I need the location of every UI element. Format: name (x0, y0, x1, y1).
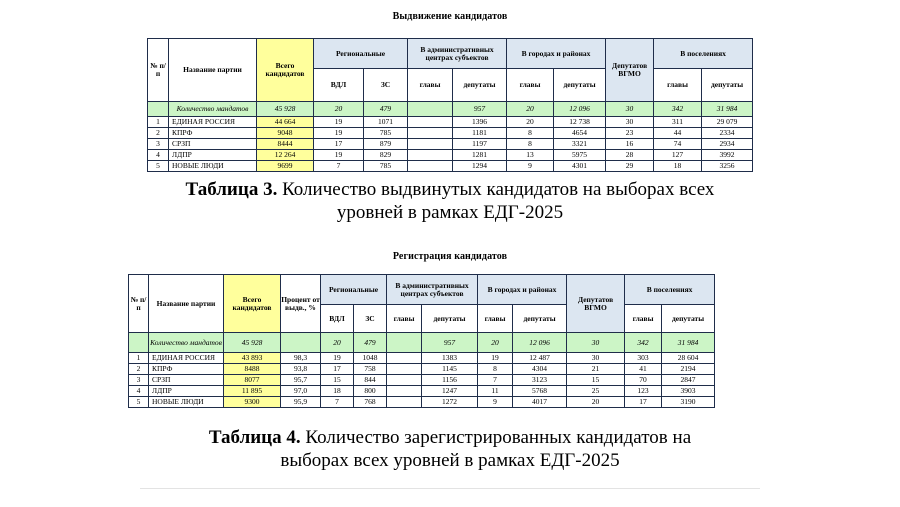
cell-city-deputies: 4017 (513, 397, 567, 408)
cell-admin-heads (387, 364, 422, 375)
cell-settle-deputies: 3256 (702, 161, 753, 172)
cell-admin-heads (387, 375, 422, 386)
summary-admin-heads (387, 333, 422, 353)
cell-n: 2 (148, 128, 169, 139)
cell-settle-deputies: 3190 (662, 397, 715, 408)
cell-vgmo: 20 (567, 397, 625, 408)
cell-city-deputies: 4304 (513, 364, 567, 375)
cell-total: 9048 (257, 128, 314, 139)
cell-percent: 93,8 (281, 364, 321, 375)
cell-percent: 97,0 (281, 386, 321, 397)
cell-city-deputies: 3123 (513, 375, 567, 386)
cell-vgmo: 23 (606, 128, 654, 139)
cell-vgmo: 15 (567, 375, 625, 386)
cell-vdl: 7 (314, 161, 364, 172)
cell-n: 4 (148, 150, 169, 161)
table-row (129, 375, 715, 386)
cell-vdl: 18 (321, 386, 354, 397)
cell-city-heads: 13 (507, 150, 554, 161)
table2-caption-label: Таблица 4. (208, 427, 301, 448)
cell-zs: 1071 (364, 117, 408, 128)
cell-admin-deputies: 1272 (422, 397, 478, 408)
cell-vgmo: 30 (567, 353, 625, 364)
cell-vdl: 19 (321, 353, 354, 364)
cell-party: НОВЫЕ ЛЮДИ (169, 161, 257, 172)
cell-city-deputies: 4301 (554, 161, 606, 172)
summary-settle-heads: 342 (654, 102, 702, 117)
cell-settle-heads: 74 (654, 139, 702, 150)
cell-city-deputies: 5975 (554, 150, 606, 161)
cell-admin-deputies: 1281 (453, 150, 507, 161)
header-settle-deputies: депутаты (702, 69, 753, 102)
cell-city-heads: 8 (507, 139, 554, 150)
header-settle-heads: главы (625, 305, 662, 333)
header-vdl: ВДЛ (314, 69, 364, 102)
cell-city-heads: 19 (478, 353, 513, 364)
cell-admin-deputies: 1396 (453, 117, 507, 128)
cell-n: 2 (129, 364, 149, 375)
cell-percent: 95,7 (281, 375, 321, 386)
cell-settle-heads: 41 (625, 364, 662, 375)
cell-vgmo: 28 (606, 150, 654, 161)
summary-zs: 479 (364, 102, 408, 117)
table2-title: Регистрация кандидатов (392, 251, 508, 262)
cell-zs: 879 (364, 139, 408, 150)
cell-n: 1 (129, 353, 149, 364)
cell-party: СРЗП (149, 375, 224, 386)
cell-admin-heads (387, 397, 422, 408)
cell-percent: 95,9 (281, 397, 321, 408)
summary-settle-deputies: 31 984 (662, 333, 715, 353)
header-city-heads: главы (478, 305, 513, 333)
summary-row (129, 333, 715, 353)
cell-settle-heads: 44 (654, 128, 702, 139)
cell-party: СРЗП (169, 139, 257, 150)
table2-caption (0, 426, 900, 472)
cell-settle-heads: 303 (625, 353, 662, 364)
cell-zs: 785 (364, 161, 408, 172)
header-party: Название партии (149, 275, 224, 333)
cell-city-heads: 9 (507, 161, 554, 172)
summary-vdl: 20 (314, 102, 364, 117)
cell-settle-deputies: 2334 (702, 128, 753, 139)
summary-label: Количество мандатов (169, 102, 257, 117)
header-total: Всего кандидатов (224, 275, 281, 333)
header-admin-heads: главы (408, 69, 453, 102)
cell-city-heads: 9 (478, 397, 513, 408)
cell-admin-heads (387, 353, 422, 364)
cell-settle-heads: 123 (625, 386, 662, 397)
cell-total: 8488 (224, 364, 281, 375)
table1-caption-line1: Количество выдвинутых кандидатов на выборах всех (277, 179, 715, 200)
summary-city-heads: 20 (507, 102, 554, 117)
cell-settle-heads: 70 (625, 375, 662, 386)
table2-caption-line1: Количество зарегистрированных кандидатов на (300, 427, 692, 448)
table-row (129, 397, 715, 408)
summary-admin-deputies: 957 (422, 333, 478, 353)
cell-settle-heads: 311 (654, 117, 702, 128)
cell-vdl: 17 (314, 139, 364, 150)
cell-vdl: 19 (314, 150, 364, 161)
cell-n: 1 (148, 117, 169, 128)
table1-caption-line2: уровней в рамках ЕДГ-2025 (336, 202, 564, 223)
header-city-heads: главы (507, 69, 554, 102)
table1-caption-label: Таблица 3. (185, 179, 278, 200)
cell-n: 3 (148, 139, 169, 150)
header-cities: В городах и районах (478, 275, 567, 305)
table-row (129, 386, 715, 397)
cell-settle-heads: 17 (625, 397, 662, 408)
cell-settle-deputies: 2847 (662, 375, 715, 386)
summary-settle-deputies: 31 984 (702, 102, 753, 117)
summary-row (148, 102, 753, 117)
cell-settle-deputies: 3903 (662, 386, 715, 397)
cell-zs: 844 (354, 375, 387, 386)
cell-zs: 758 (354, 364, 387, 375)
cell-n: 4 (129, 386, 149, 397)
summary-city-heads: 20 (478, 333, 513, 353)
bottom-divider (140, 488, 760, 489)
cell-vgmo: 29 (606, 161, 654, 172)
cell-total: 9699 (257, 161, 314, 172)
header-settlements: В поселениях (625, 275, 715, 305)
header-total: Всего кандидатов (257, 39, 314, 102)
cell-zs: 768 (354, 397, 387, 408)
cell-admin-deputies: 1383 (422, 353, 478, 364)
header-admin: В административных центрах субъектов (387, 275, 478, 305)
registration-table (128, 274, 715, 408)
summary-total: 45 928 (257, 102, 314, 117)
header-num: № п/п (148, 39, 169, 102)
cell-settle-deputies: 2194 (662, 364, 715, 375)
summary-zs: 479 (354, 333, 387, 353)
cell-zs: 829 (364, 150, 408, 161)
cell-total: 43 893 (224, 353, 281, 364)
header-vgmo: Депутатов ВГМО (606, 39, 654, 102)
header-admin-deputies: депутаты (422, 305, 478, 333)
cell-city-deputies: 12 738 (554, 117, 606, 128)
cell-party: ЛДПР (149, 386, 224, 397)
table-row (148, 139, 753, 150)
table-row (129, 364, 715, 375)
summary-vgmo: 30 (567, 333, 625, 353)
cell-city-deputies: 5768 (513, 386, 567, 397)
header-admin-deputies: депутаты (453, 69, 507, 102)
summary-city-deputies: 12 096 (513, 333, 567, 353)
cell-party: КПРФ (169, 128, 257, 139)
header-cities: В городах и районах (507, 39, 606, 69)
cell-city-deputies: 12 487 (513, 353, 567, 364)
cell-city-heads: 8 (507, 128, 554, 139)
cell-admin-deputies: 1197 (453, 139, 507, 150)
cell-vgmo: 16 (606, 139, 654, 150)
header-num: № п/п (129, 275, 149, 333)
cell-zs: 800 (354, 386, 387, 397)
cell-city-deputies: 4654 (554, 128, 606, 139)
header-settle-deputies: депутаты (662, 305, 715, 333)
cell-vgmo: 21 (567, 364, 625, 375)
cell-zs: 1048 (354, 353, 387, 364)
cell-admin-deputies: 1294 (453, 161, 507, 172)
summary-admin-heads (408, 102, 453, 117)
table-row (148, 117, 753, 128)
table1-title: Выдвижение кандидатов (392, 11, 508, 22)
cell-admin-heads (408, 161, 453, 172)
table1-caption (0, 178, 900, 224)
cell-settle-heads: 18 (654, 161, 702, 172)
cell-n: 3 (129, 375, 149, 386)
cell-vdl: 19 (314, 128, 364, 139)
cell-settle-deputies: 29 079 (702, 117, 753, 128)
cell-settle-deputies: 28 604 (662, 353, 715, 364)
cell-settle-deputies: 2934 (702, 139, 753, 150)
header-city-deputies: депутаты (513, 305, 567, 333)
cell-total: 11 895 (224, 386, 281, 397)
header-regional: Региональные (314, 39, 408, 69)
summary-total: 45 928 (224, 333, 281, 353)
cell-city-deputies: 3321 (554, 139, 606, 150)
header-settle-heads: главы (654, 69, 702, 102)
cell-zs: 785 (364, 128, 408, 139)
cell-admin-heads (408, 128, 453, 139)
table-row (148, 161, 753, 172)
cell-admin-heads (408, 117, 453, 128)
cell-vdl: 7 (321, 397, 354, 408)
header-zs: ЗС (354, 305, 387, 333)
header-zs: ЗС (364, 69, 408, 102)
table-row (148, 150, 753, 161)
cell-vgmo: 25 (567, 386, 625, 397)
cell-admin-heads (408, 150, 453, 161)
cell-total: 8077 (224, 375, 281, 386)
cell-party: ЕДИНАЯ РОССИЯ (169, 117, 257, 128)
header-city-deputies: депутаты (554, 69, 606, 102)
cell-total: 8444 (257, 139, 314, 150)
cell-settle-deputies: 3992 (702, 150, 753, 161)
summary-label: Количество мандатов (149, 333, 224, 353)
table2-caption-line2: выборах всех уровней в рамках ЕДГ-2025 (280, 450, 620, 471)
summary-vgmo: 30 (606, 102, 654, 117)
cell-total: 12 264 (257, 150, 314, 161)
cell-n: 5 (129, 397, 149, 408)
cell-vdl: 17 (321, 364, 354, 375)
cell-admin-heads (408, 139, 453, 150)
cell-party: КПРФ (149, 364, 224, 375)
cell-total: 9300 (224, 397, 281, 408)
summary-city-deputies: 12 096 (554, 102, 606, 117)
cell-party: ЛДПР (169, 150, 257, 161)
cell-city-heads: 7 (478, 375, 513, 386)
table-row (148, 128, 753, 139)
summary-percent (281, 333, 321, 353)
summary-settle-heads: 342 (625, 333, 662, 353)
cell-percent: 98,3 (281, 353, 321, 364)
summary-vdl: 20 (321, 333, 354, 353)
header-party: Название партии (169, 39, 257, 102)
cell-vdl: 19 (314, 117, 364, 128)
header-admin-heads: главы (387, 305, 422, 333)
table-row (129, 353, 715, 364)
nomination-table (147, 38, 753, 172)
cell-vgmo: 30 (606, 117, 654, 128)
header-percent: Процент от выдв., % (281, 275, 321, 333)
cell-admin-deputies: 1181 (453, 128, 507, 139)
cell-city-heads: 11 (478, 386, 513, 397)
cell-admin-heads (387, 386, 422, 397)
summary-admin-deputies: 957 (453, 102, 507, 117)
header-admin: В административных центрах субъектов (408, 39, 507, 69)
cell-city-heads: 20 (507, 117, 554, 128)
cell-city-heads: 8 (478, 364, 513, 375)
header-settlements: В поселениях (654, 39, 753, 69)
cell-admin-deputies: 1156 (422, 375, 478, 386)
cell-party: ЕДИНАЯ РОССИЯ (149, 353, 224, 364)
cell-admin-deputies: 1247 (422, 386, 478, 397)
cell-admin-deputies: 1145 (422, 364, 478, 375)
header-regional: Региональные (321, 275, 387, 305)
header-vdl: ВДЛ (321, 305, 354, 333)
cell-party: НОВЫЕ ЛЮДИ (149, 397, 224, 408)
cell-settle-heads: 127 (654, 150, 702, 161)
header-vgmo: Депутатов ВГМО (567, 275, 625, 333)
cell-n: 5 (148, 161, 169, 172)
cell-total: 44 664 (257, 117, 314, 128)
cell-vdl: 15 (321, 375, 354, 386)
